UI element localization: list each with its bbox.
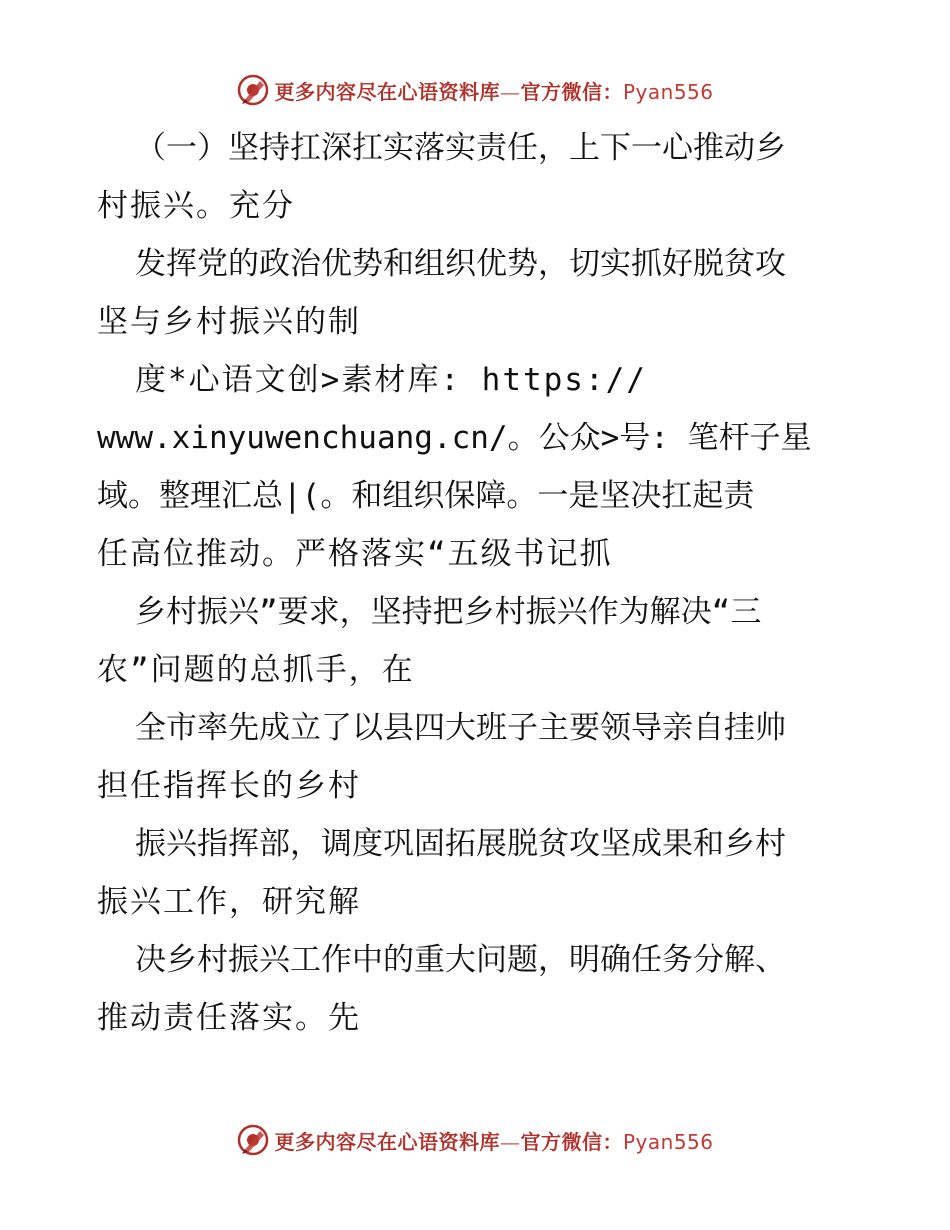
- footer-banner: [0, 1120, 950, 1160]
- banner-text: 更多内容尽在心语资料库—官方微信：Pyan556: [274, 1129, 714, 1154]
- text-line: 坚与乡村振兴的制: [97, 304, 361, 340]
- text-line: 担任指挥长的乡村: [97, 768, 361, 804]
- text-line: 农”问题的总抓手，在: [97, 652, 415, 688]
- text-line: 度*心语文创>素材库: https://: [135, 362, 647, 398]
- text-line: 乡村振兴”要求，坚持把乡村振兴作为解决“三: [135, 594, 762, 630]
- text-line: 全市率先成立了以县四大班子主要领导亲自挂帅: [135, 710, 786, 746]
- text-line: 振兴工作，研究解: [97, 884, 361, 920]
- pen-logo-icon: [236, 1123, 270, 1157]
- text-line: 发挥党的政治优势和组织优势，切实抓好脱贫攻: [135, 246, 786, 282]
- text-line: 任高位推动。严格落实“五级书记抓: [97, 536, 613, 572]
- text-line: 决乡村振兴工作中的重大问题，明确任务分解、: [135, 942, 786, 978]
- text-line: 村振兴。充分: [97, 188, 295, 224]
- text-line: （一）坚持扛深扛实落实责任，上下一心推动乡: [135, 130, 786, 166]
- text-line: www.xinyuwenchuang.cn/。公众>号: 笔杆子星: [97, 420, 812, 456]
- text-line: 推动责任落实。先: [97, 1000, 361, 1036]
- banner-text: 更多内容尽在心语资料库—官方微信：Pyan556: [274, 79, 714, 104]
- header-banner: [0, 70, 950, 110]
- text-line: 振兴指挥部，调度巩固拓展脱贫攻坚成果和乡村: [135, 826, 786, 862]
- pen-logo-icon: [236, 73, 270, 107]
- text-line: 域。整理汇总|(。和组织保障。一是坚决扛起责: [97, 478, 755, 514]
